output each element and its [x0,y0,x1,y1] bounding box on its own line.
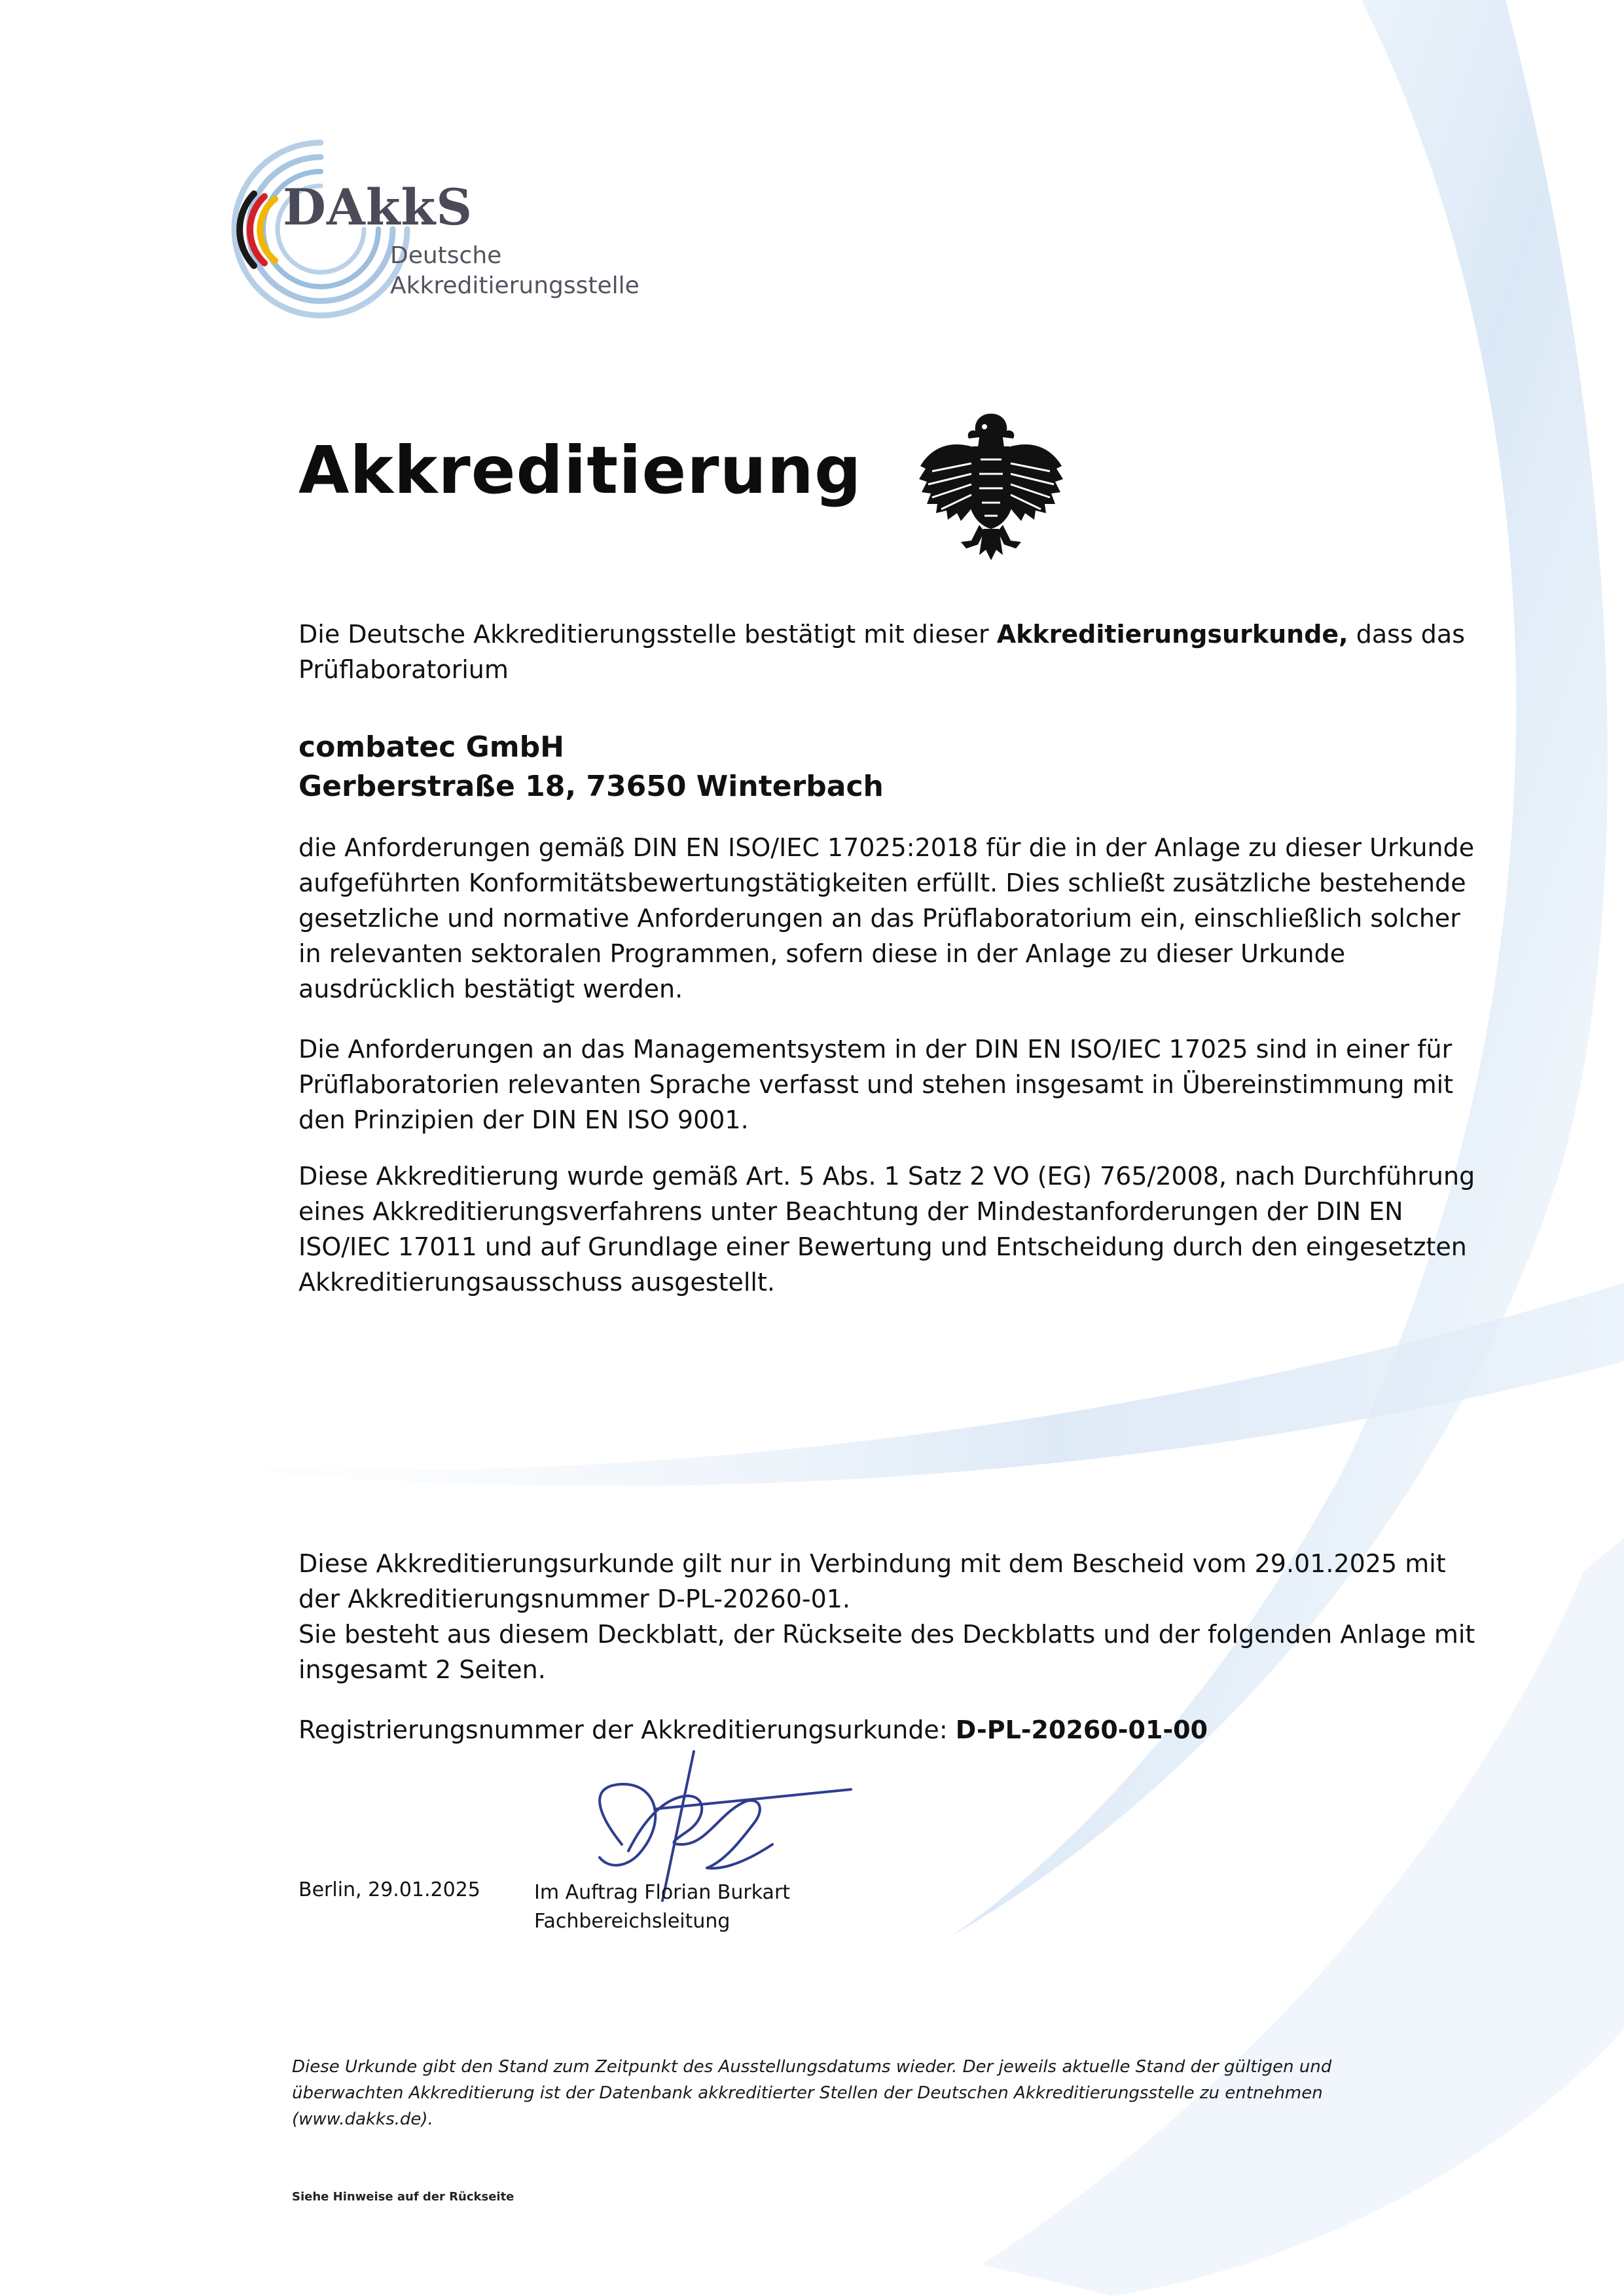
company-name: combatec GmbH [298,730,564,764]
disclaimer: Diese Urkunde gibt den Stand zum Zeitpunkt des Ausstellungsdatums wieder. Der jeweils aktuelle Stand der gültigen und überwachten Akkreditierung ist der Datenbank akkreditierter Stellen der Deutschen Akkreditierungsstelle zu entnehmen (www.dakks.de). [292,2057,1332,2129]
logo-name [390,241,640,301]
company-block [298,728,1490,806]
intro-text-before: Die Deutsche Akkreditierungsstelle bestätigt mit dieser [298,620,997,649]
signer-block [534,1878,790,1936]
intro-text-bold: Akkreditierungsurkunde, [996,620,1348,649]
dakks-logo [223,131,694,327]
intro-paragraph [298,617,1490,687]
logo-name-line1: Deutsche [390,242,502,269]
legal-basis-paragraph: Diese Akkreditierung wurde gemäß Art. 5 Abs. 1 Satz 2 VO (EG) 765/2008, nach Durchführung eines Akkreditierungsverfahrens unter Beachtung der Mindestanforderungen der DIN EN ISO/IEC 17011 und auf Grundlage einer Bewertung und Entscheidung durch den eingesetzten Akkreditierungsausschuss ausgestellt. [298,1162,1475,1297]
intro-text-after: dass das Prüflaboratorium [298,620,1465,684]
registration-label: Registrierungsnummer der Akkreditierungsurkunde: [298,1715,956,1744]
registration-number: D-PL-20260-01-00 [955,1715,1208,1744]
management-system-paragraph: Die Anforderungen an das Managementsystem in der DIN EN ISO/IEC 17025 sind in einer für Prüflaboratorien relevanten Sprache verfasst und stehen insgesamt in Übereinstimmung mit den Prinzipien der DIN EN ISO 9001. [298,1035,1454,1134]
validity-paragraph [298,1546,1490,1687]
signer-role: Fachbereichsleitung [534,1910,731,1933]
place-date: Berlin, 29.01.2025 [298,1878,480,1901]
requirements-paragraph: die Anforderungen gemäß DIN EN ISO/IEC 17025:2018 für die in der Anlage zu dieser Urkunde aufgeführten Konformitätsbewertungstätigkeiten erfüllt. Dies schließt zusätzliche bestehende gesetzliche und normative Anforderungen an das Prüflaboratorium ein, einschließlich solcher in relevanten sektoralen Programmen, sofern diese in der Anlage zu dieser Urkunde ausdrücklich bestätigt werden. [298,833,1475,1003]
logo-name-line2: Akkreditierungsstelle [390,272,640,299]
federal-eagle-icon [906,401,1076,571]
page-title: Akkreditierung [298,432,862,509]
validity-line-2: Sie besteht aus diesem Deckblatt, der Rückseite des Deckblatts und der folgenden Anlage mit insgesamt 2 Seiten. [298,1620,1475,1684]
company-address: Gerberstraße 18, 73650 Winterbach [298,770,884,803]
footnote: Siehe Hinweise auf der Rückseite [292,2190,514,2204]
validity-line-1: Diese Akkreditierungsurkunde gilt nur in Verbindung mit dem Bescheid vom 29.01.2025 mit der Akkreditierungsnummer D-PL-20260-01. [298,1549,1446,1613]
registration-number-line [298,1712,1490,1748]
signer-name: Im Auftrag Florian Burkart [534,1881,791,1904]
logo-acronym: DAkkS [283,178,473,236]
